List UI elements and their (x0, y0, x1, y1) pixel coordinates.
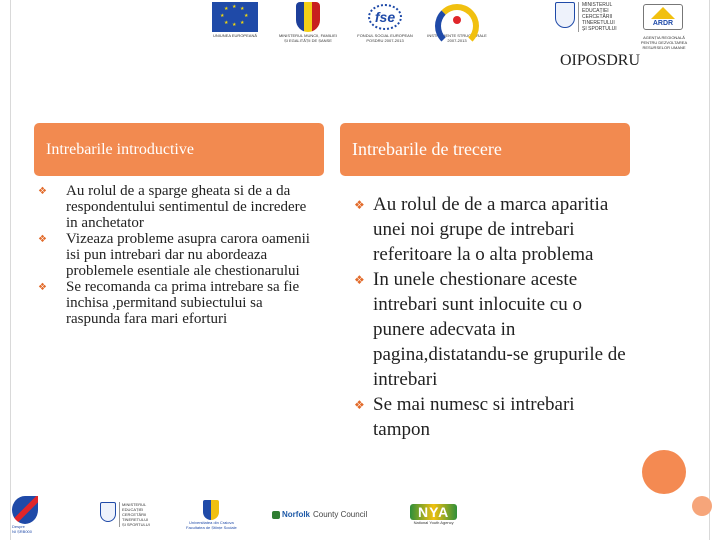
ardr-caption: AGENȚIA REGIONALĂ PENTRU DEZVOLTAREA RESURSELOR UMANE (640, 35, 688, 50)
craiova-caption-1: Universitatea din Craiova (189, 520, 234, 525)
ardr-icon (643, 4, 685, 34)
right-column-header: Intrebarile de trecere (340, 123, 630, 176)
sport-logo (12, 496, 46, 536)
eu-logo (212, 2, 258, 38)
oiposdru-label: OIPOSDRU (559, 52, 640, 69)
norfolk-name: Norfolk (282, 510, 310, 519)
decorative-circle-large (642, 450, 686, 494)
ministry-bottom-line-4: TINERETULUI (122, 517, 149, 522)
ministry-line-1: MINISTERUL (582, 2, 613, 8)
romania-crest-icon (296, 2, 320, 32)
list-item (354, 192, 630, 267)
nya-caption: National Youth Agency (413, 520, 454, 525)
list-item (38, 279, 320, 327)
list-item (38, 231, 320, 279)
list-item-text: In unele chestionare aceste intrebari sunt inlocuite cu o punere adecvata in pagina,distatandu-se grupurile de intrebari (373, 269, 626, 390)
structural-instruments-icon (429, 2, 485, 32)
list-item-text: Se mai numesc si intrebari tampon (373, 394, 575, 440)
diamond-bullet-icon: ❖ (354, 398, 365, 412)
diamond-bullet-icon: ❖ (354, 273, 365, 287)
craiova-caption-2: Facultatea de Științe Sociale (186, 525, 237, 530)
left-column-header: Intrebarile introductive (34, 123, 324, 176)
fse-icon (363, 2, 407, 32)
ministry-line-2: EDUCAȚIEI (582, 8, 609, 14)
fse-caption: FONDUL SOCIAL EUROPEAN POSDRU 2007-2013 (357, 33, 413, 43)
ministry-bottom-line-2: EDUCAȚIEI (122, 507, 144, 512)
craiova-university-logo (186, 500, 237, 530)
diamond-bullet-icon: ❖ (38, 282, 47, 293)
list-item (354, 267, 630, 392)
ardr-logo (638, 4, 690, 50)
list-item (354, 392, 630, 442)
norfolk-mark-icon (272, 511, 280, 519)
ardr-mark: ARDR (643, 4, 683, 30)
list-item-text: Se recomanda ca prima intrebare sa fie inchisa ,permitand subiectului sa raspunda fara mari eforturi (66, 279, 300, 327)
structural-instruments-logo (425, 2, 489, 43)
top-logo-strip (200, 0, 690, 69)
sport-figure-icon (12, 496, 38, 524)
norfolk-logo (272, 510, 367, 519)
ministry-labour-logo (278, 2, 338, 43)
list-item (38, 183, 320, 231)
fse-mark: fse (374, 9, 396, 25)
ministry-labour-caption: MINISTERUL MUNCII, FAMILIEI ȘI EGALITĂȚII DE ȘANSE (278, 33, 338, 43)
fse-logo (350, 2, 420, 43)
right-bullet-list (354, 192, 630, 442)
nya-logo (410, 504, 457, 525)
sport-caption-1: Despre (12, 524, 25, 529)
norfolk-council: County Council (313, 510, 368, 519)
list-item-text: Au rolul de a sparge gheata si de a da respondentului sentimentul de incredere in anchetator (66, 183, 307, 231)
bottom-logo-strip (0, 496, 720, 540)
ministry-line-4: TINERETULUI (582, 20, 615, 26)
ministry-education-bottom-logo (100, 502, 150, 527)
diamond-bullet-icon: ❖ (38, 186, 47, 197)
ministry-line-3: CERCETĂRII (582, 14, 613, 20)
structural-caption: INSTRUMENTE STRUCTURALE 2007-2013 (427, 33, 487, 43)
ministry-line-5: ȘI SPORTULUI (582, 26, 617, 32)
ministry-education-logo (555, 2, 645, 70)
list-item-text: Vizeaza probleme asupra carora oamenii isi pun intrebari dar nu abordeaza problemele esentiale ale chestionarului (66, 231, 310, 279)
ministry-emblem-icon (100, 502, 116, 522)
ministry-bottom-line-3: CERCETĂRII (122, 512, 147, 517)
eu-caption: UNIUNEA EUROPEANĂ (212, 33, 257, 38)
sport-caption-2: NI ȘRB000 (12, 529, 33, 534)
list-item-text: Au rolul de de a marca aparitia unei noi grupe de intrebari referitoare la o alta problema (373, 194, 609, 265)
nya-mark: NYA (410, 504, 457, 520)
slide-frame-right (709, 0, 710, 540)
ministry-emblem-icon (555, 2, 575, 28)
diamond-bullet-icon: ❖ (354, 198, 365, 212)
eu-flag-icon: ★ ★ ★ ★ ★ ★ ★ ★ (212, 2, 258, 32)
slide-frame-left (10, 0, 11, 540)
diamond-bullet-icon: ❖ (38, 234, 47, 245)
university-shield-icon (203, 500, 219, 520)
left-bullet-list (38, 183, 320, 327)
ministry-bottom-line-1: MINISTERUL (122, 502, 147, 507)
ministry-bottom-line-5: ȘI SPORTULUI (122, 522, 150, 527)
